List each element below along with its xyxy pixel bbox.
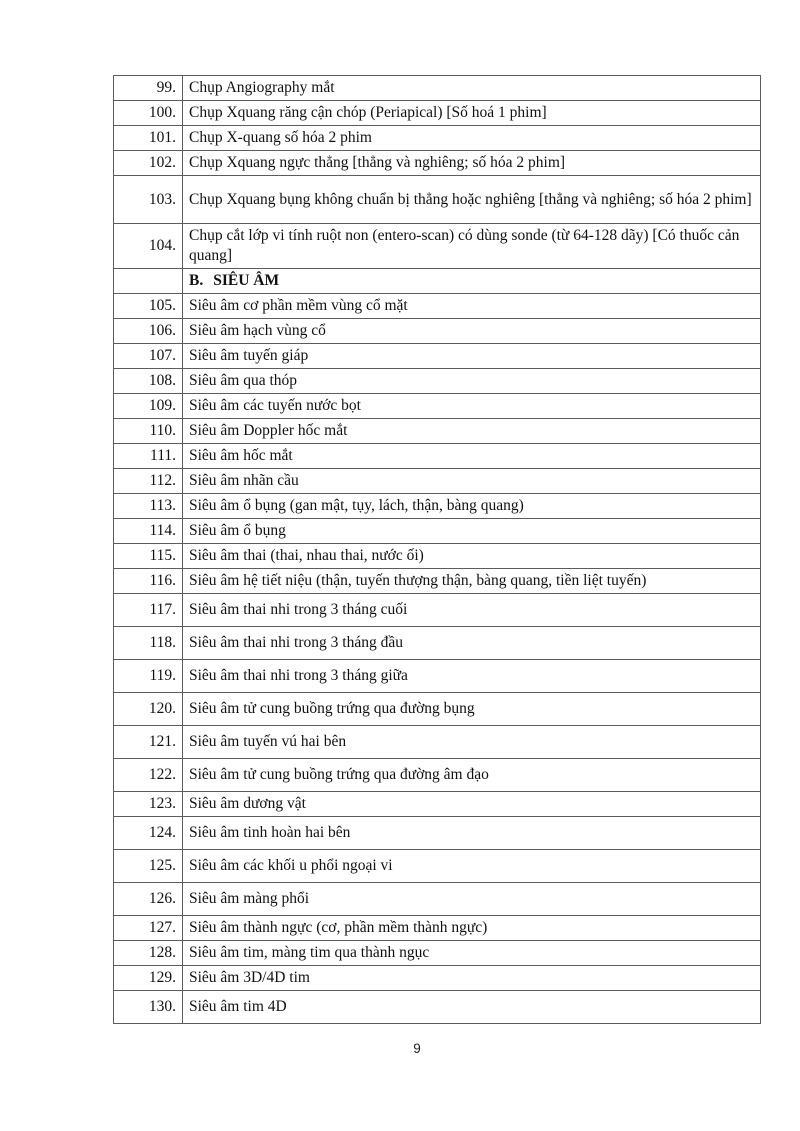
row-description: Chụp Angiography mắt bbox=[183, 76, 761, 101]
table-row bbox=[114, 344, 761, 369]
table-row bbox=[114, 394, 761, 419]
row-number: 119. bbox=[114, 660, 183, 693]
row-description: Siêu âm ổ bụng bbox=[183, 519, 761, 544]
row-description: Siêu âm hốc mắt bbox=[183, 444, 761, 469]
row-description: Chụp Xquang ngực thẳng [thẳng và nghiêng; số hóa 2 phim] bbox=[183, 151, 761, 176]
row-number: 100. bbox=[114, 101, 183, 126]
row-description: Siêu âm thành ngực (cơ, phần mềm thành ngực) bbox=[183, 916, 761, 941]
medical-services-table bbox=[113, 75, 761, 1024]
row-number: 111. bbox=[114, 444, 183, 469]
section-label: B. bbox=[189, 272, 204, 289]
row-number: 122. bbox=[114, 759, 183, 792]
table-row bbox=[114, 319, 761, 344]
row-description: Siêu âm hệ tiết niệu (thận, tuyến thượng thận, bàng quang, tiền liệt tuyến) bbox=[183, 569, 761, 594]
row-description: Siêu âm ổ bụng (gan mật, tụy, lách, thận, bàng quang) bbox=[183, 494, 761, 519]
section-title: SIÊU ÂM bbox=[213, 272, 280, 289]
table-row bbox=[114, 569, 761, 594]
table-row bbox=[114, 176, 761, 224]
row-number: 107. bbox=[114, 344, 183, 369]
table-row bbox=[114, 627, 761, 660]
row-number: 99. bbox=[114, 76, 183, 101]
row-number: 104. bbox=[114, 224, 183, 269]
row-description: Siêu âm tim, màng tim qua thành ngục bbox=[183, 941, 761, 966]
row-description: Chụp X-quang số hóa 2 phim bbox=[183, 126, 761, 151]
row-number: 112. bbox=[114, 469, 183, 494]
row-description: Siêu âm nhãn cầu bbox=[183, 469, 761, 494]
row-number: 127. bbox=[114, 916, 183, 941]
row-number: 116. bbox=[114, 569, 183, 594]
row-number: 110. bbox=[114, 419, 183, 444]
table-row bbox=[114, 76, 761, 101]
row-number: 120. bbox=[114, 693, 183, 726]
row-description: Siêu âm cơ phần mềm vùng cổ mặt bbox=[183, 294, 761, 319]
row-description: Siêu âm tử cung buồng trứng qua đường âm đạo bbox=[183, 759, 761, 792]
row-description: Chụp Xquang bụng không chuẩn bị thẳng hoặc nghiêng [thẳng và nghiêng; số hóa 2 phim] bbox=[183, 176, 761, 224]
row-description: Siêu âm tuyến vú hai bên bbox=[183, 726, 761, 759]
row-number: 109. bbox=[114, 394, 183, 419]
row-number: 105. bbox=[114, 294, 183, 319]
row-number: 125. bbox=[114, 850, 183, 883]
row-number: 118. bbox=[114, 627, 183, 660]
row-description: Siêu âm tim 4D bbox=[183, 991, 761, 1024]
page-number: 9 bbox=[413, 1041, 421, 1056]
table-row bbox=[114, 519, 761, 544]
row-description: Siêu âm tuyến giáp bbox=[183, 344, 761, 369]
row-number: 121. bbox=[114, 726, 183, 759]
row-number: 123. bbox=[114, 792, 183, 817]
row-description: Chụp cắt lớp vi tính ruột non (entero-scan) có dùng sonde (từ 64-128 dãy) [Có thuốc cản quang] bbox=[183, 224, 761, 269]
table-row bbox=[114, 660, 761, 693]
table-row bbox=[114, 759, 761, 792]
table-row bbox=[114, 817, 761, 850]
row-number: 106. bbox=[114, 319, 183, 344]
table-row bbox=[114, 966, 761, 991]
row-description: Chụp Xquang răng cận chóp (Periapical) [Số hoá 1 phim] bbox=[183, 101, 761, 126]
row-number: 114. bbox=[114, 519, 183, 544]
row-description: Siêu âm tử cung buồng trứng qua đường bụng bbox=[183, 693, 761, 726]
table-row bbox=[114, 726, 761, 759]
table-row bbox=[114, 941, 761, 966]
row-description: Siêu âm dương vật bbox=[183, 792, 761, 817]
table-row bbox=[114, 792, 761, 817]
row-number: 128. bbox=[114, 941, 183, 966]
section-title-cell bbox=[183, 269, 761, 294]
row-description: Siêu âm thai (thai, nhau thai, nước ối) bbox=[183, 544, 761, 569]
row-number: 117. bbox=[114, 594, 183, 627]
table-row bbox=[114, 594, 761, 627]
row-description: Siêu âm 3D/4D tim bbox=[183, 966, 761, 991]
row-number: 102. bbox=[114, 151, 183, 176]
row-number: 130. bbox=[114, 991, 183, 1024]
row-description: Siêu âm màng phổi bbox=[183, 883, 761, 916]
table-row bbox=[114, 916, 761, 941]
table-row bbox=[114, 126, 761, 151]
row-description: Siêu âm Doppler hốc mắt bbox=[183, 419, 761, 444]
table-row bbox=[114, 101, 761, 126]
row-number: 129. bbox=[114, 966, 183, 991]
table-row bbox=[114, 151, 761, 176]
row-number: 126. bbox=[114, 883, 183, 916]
section-number-cell-empty bbox=[114, 269, 183, 294]
row-description: Siêu âm thai nhi trong 3 tháng cuối bbox=[183, 594, 761, 627]
table-row bbox=[114, 883, 761, 916]
table-row bbox=[114, 693, 761, 726]
row-number: 108. bbox=[114, 369, 183, 394]
row-description: Siêu âm hạch vùng cổ bbox=[183, 319, 761, 344]
table-row bbox=[114, 850, 761, 883]
table-row bbox=[114, 419, 761, 444]
row-number: 124. bbox=[114, 817, 183, 850]
table-row bbox=[114, 444, 761, 469]
table-row bbox=[114, 369, 761, 394]
row-description: Siêu âm các khối u phổi ngoại vi bbox=[183, 850, 761, 883]
row-number: 101. bbox=[114, 126, 183, 151]
row-number: 115. bbox=[114, 544, 183, 569]
table-row bbox=[114, 544, 761, 569]
row-number: 113. bbox=[114, 494, 183, 519]
row-description: Siêu âm qua thóp bbox=[183, 369, 761, 394]
row-description: Siêu âm tinh hoàn hai bên bbox=[183, 817, 761, 850]
table-row bbox=[114, 469, 761, 494]
table-row bbox=[114, 494, 761, 519]
row-description: Siêu âm thai nhi trong 3 tháng đầu bbox=[183, 627, 761, 660]
table-row bbox=[114, 991, 761, 1024]
table-row bbox=[114, 224, 761, 269]
table-row bbox=[114, 294, 761, 319]
row-number: 103. bbox=[114, 176, 183, 224]
section-header-row bbox=[114, 269, 761, 294]
row-description: Siêu âm các tuyến nước bọt bbox=[183, 394, 761, 419]
row-description: Siêu âm thai nhi trong 3 tháng giữa bbox=[183, 660, 761, 693]
